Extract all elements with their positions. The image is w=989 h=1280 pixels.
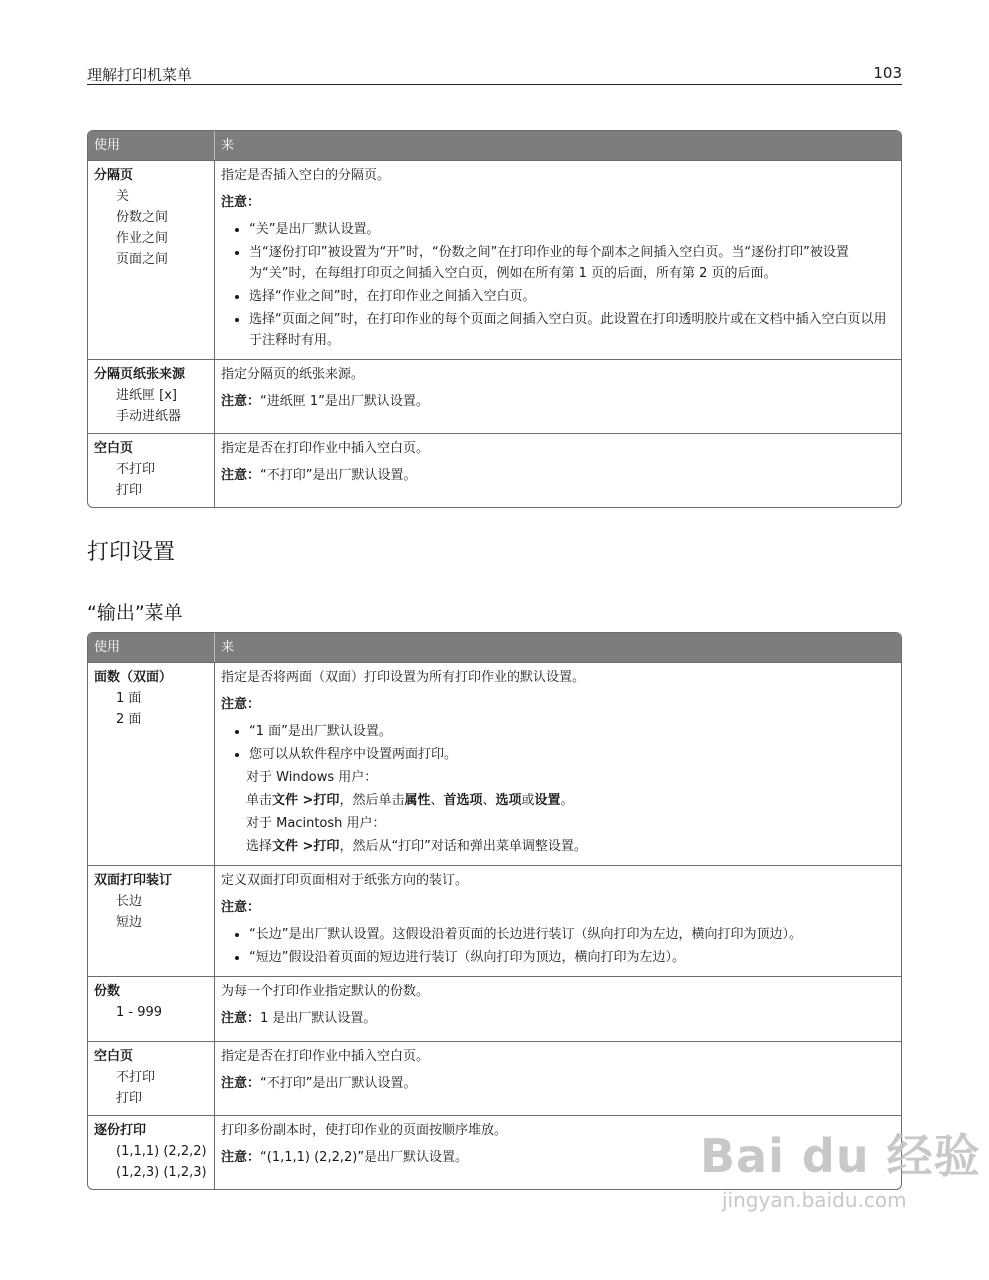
menu-option: (1,2,3) (1,2,3) xyxy=(116,1165,207,1180)
windows-instructions xyxy=(221,790,895,811)
note-text: 1 是出厂默认设置。 xyxy=(260,1011,377,1026)
menu-item-cell xyxy=(88,976,215,1041)
note xyxy=(221,1008,895,1029)
note xyxy=(221,391,895,412)
description-cell xyxy=(215,433,901,507)
menu-path: 设置 xyxy=(534,793,561,808)
menu-item-name: 双面打印装订 xyxy=(94,873,173,888)
note xyxy=(221,465,895,486)
menu-table-2 xyxy=(87,632,902,1190)
column-header-use: 使用 xyxy=(88,633,215,662)
note-item: • “关”是出厂默认设置。 xyxy=(249,219,895,240)
table-row xyxy=(88,976,901,1041)
menu-item-cell xyxy=(88,433,215,507)
menu-option: 作业之间 xyxy=(116,231,169,246)
text: ，然后单击 xyxy=(339,793,405,808)
menu-item-name: 分隔页 xyxy=(94,168,134,183)
note-text: “进纸匣 1”是出厂默认设置。 xyxy=(260,394,429,409)
menu-option: 关 xyxy=(116,189,130,204)
section-title: 打印设置 xyxy=(87,540,176,565)
column-header-purpose: 来 xyxy=(215,633,901,662)
note-label: 注意： xyxy=(221,394,261,409)
menu-path: 文件 >打印 xyxy=(272,793,340,808)
mac-instructions xyxy=(221,836,895,857)
menu-option: 2 面 xyxy=(116,712,142,727)
menu-option: 短边 xyxy=(116,915,143,930)
menu-option: 1 面 xyxy=(116,691,142,706)
table-header-row xyxy=(88,633,901,662)
watermark-logo-text: Bai du 经验 xyxy=(700,1129,981,1183)
text: 单击 xyxy=(246,793,273,808)
menu-table-1 xyxy=(87,130,902,508)
watermark-url: jingyan.baidu.com xyxy=(722,1188,907,1212)
menu-item-cell xyxy=(88,359,215,433)
description-cell xyxy=(215,976,901,1041)
text: 。 xyxy=(560,793,574,808)
description: 指定分隔页的纸张来源。 xyxy=(221,367,365,382)
menu-path: 首选项 xyxy=(443,793,483,808)
text: ，然后从“打印”对话和弹出菜单调整设置。 xyxy=(339,839,587,854)
menu-item-cell xyxy=(88,160,215,359)
text: 、 xyxy=(482,793,496,808)
menu-item-cell xyxy=(88,1115,215,1189)
menu-path: 文件 >打印 xyxy=(272,839,340,854)
note-list xyxy=(221,924,895,968)
menu-item-name: 面数（双面） xyxy=(94,670,173,685)
description: 指定是否在打印作业中插入空白页。 xyxy=(221,1049,430,1064)
windows-label: 对于 Windows 用户： xyxy=(246,770,378,785)
note xyxy=(221,1073,895,1094)
menu-option: 不打印 xyxy=(116,1070,156,1085)
menu-item-cell xyxy=(88,865,215,976)
table-row xyxy=(88,160,901,359)
note-item: • “长边”是出厂默认设置。这假设沿着页面的长边进行装订（纵向打印为左边，横向打印为顶边）。 xyxy=(249,924,895,945)
note-item: • 当“逐份打印”被设置为“开”时，“份数之间”在打印作业的每个副本之间插入空白页。当“逐份打印”被设置为“关”时，在每组打印页之间插入空白页，例如在所有第 1 页的后面，所有第 2 页的后面。 xyxy=(249,242,895,284)
note-item: • “1 面”是出厂默认设置。 xyxy=(249,721,895,742)
table-header-row xyxy=(88,131,901,160)
running-title: 理解打印机菜单 xyxy=(87,66,193,84)
menu-option: 份数之间 xyxy=(116,210,169,225)
menu-path: 属性 xyxy=(404,793,431,808)
note-text: “不打印”是出厂默认设置。 xyxy=(260,468,417,483)
description: 指定是否将两面（双面）打印设置为所有打印作业的默认设置。 xyxy=(221,670,586,685)
menu-option: 打印 xyxy=(116,1091,143,1106)
subsection-title: “输出”菜单 xyxy=(87,602,183,624)
note-list xyxy=(221,721,895,765)
note-list xyxy=(221,219,895,351)
menu-item-name: 空白页 xyxy=(94,1049,134,1064)
note-label: 注意： xyxy=(221,900,261,915)
menu-option: 长边 xyxy=(116,894,143,909)
description: 指定是否插入空白的分隔页。 xyxy=(221,168,391,183)
description-cell xyxy=(215,1041,901,1115)
description-cell xyxy=(215,662,901,865)
note-label: 注意： xyxy=(221,468,261,483)
note-label: 注意： xyxy=(221,195,261,210)
description: 定义双面打印页面相对于纸张方向的装订。 xyxy=(221,873,469,888)
description: 指定是否在打印作业中插入空白页。 xyxy=(221,441,430,456)
description: 打印多份副本时，使打印作业的页面按顺序堆放。 xyxy=(221,1123,508,1138)
menu-item-cell xyxy=(88,1041,215,1115)
note-item: • 选择“作业之间”时，在打印作业之间插入空白页。 xyxy=(249,286,895,307)
menu-option: 页面之间 xyxy=(116,252,169,267)
note-label: 注意： xyxy=(221,1076,261,1091)
table-row xyxy=(88,1041,901,1115)
note-text: “(1,1,1) (2,2,2)”是出厂默认设置。 xyxy=(260,1150,469,1165)
column-header-use: 使用 xyxy=(88,131,215,160)
menu-item-name: 逐份打印 xyxy=(94,1123,147,1138)
menu-option: 手动进纸器 xyxy=(116,409,182,424)
menu-option: 进纸匣 [x] xyxy=(116,388,177,403)
menu-option: (1,1,1) (2,2,2) xyxy=(116,1144,207,1159)
note-item: • 选择“页面之间”时，在打印作业的每个页面之间插入空白页。此设置在打印透明胶片或在文档中插入空白页以用于注释时有用。 xyxy=(249,309,895,351)
menu-option: 不打印 xyxy=(116,462,156,477)
table-row xyxy=(88,865,901,976)
description-cell xyxy=(215,865,901,976)
table-row xyxy=(88,433,901,507)
note-label: 注意： xyxy=(221,1150,261,1165)
menu-item-name: 份数 xyxy=(94,984,121,999)
description-cell xyxy=(215,160,901,359)
menu-option: 打印 xyxy=(116,483,143,498)
menu-option: 1 - 999 xyxy=(116,1005,163,1020)
mac-label: 对于 Macintosh 用户： xyxy=(246,816,386,831)
description: 为每一个打印作业指定默认的份数。 xyxy=(221,984,430,999)
menu-item-name: 分隔页纸张来源 xyxy=(94,367,186,382)
note-item: • “短边”假设沿着页面的短边进行装订（纵向打印为顶边，横向打印为左边）。 xyxy=(249,947,895,968)
column-header-purpose: 来 xyxy=(215,131,901,160)
note-text: “不打印”是出厂默认设置。 xyxy=(260,1076,417,1091)
note-item: • 您可以从软件程序中设置两面打印。 xyxy=(249,744,895,765)
text: 或 xyxy=(521,793,535,808)
text: 、 xyxy=(430,793,444,808)
table-row xyxy=(88,662,901,865)
menu-item-name: 空白页 xyxy=(94,441,134,456)
page-number: 103 xyxy=(873,64,902,82)
text: 选择 xyxy=(246,839,273,854)
page-header xyxy=(87,62,902,85)
description-cell xyxy=(215,359,901,433)
menu-item-cell xyxy=(88,662,215,865)
menu-path: 选项 xyxy=(495,793,522,808)
baidu-watermark xyxy=(700,1120,981,1212)
table-row xyxy=(88,359,901,433)
note-label: 注意： xyxy=(221,1011,261,1026)
note-label: 注意： xyxy=(221,697,261,712)
